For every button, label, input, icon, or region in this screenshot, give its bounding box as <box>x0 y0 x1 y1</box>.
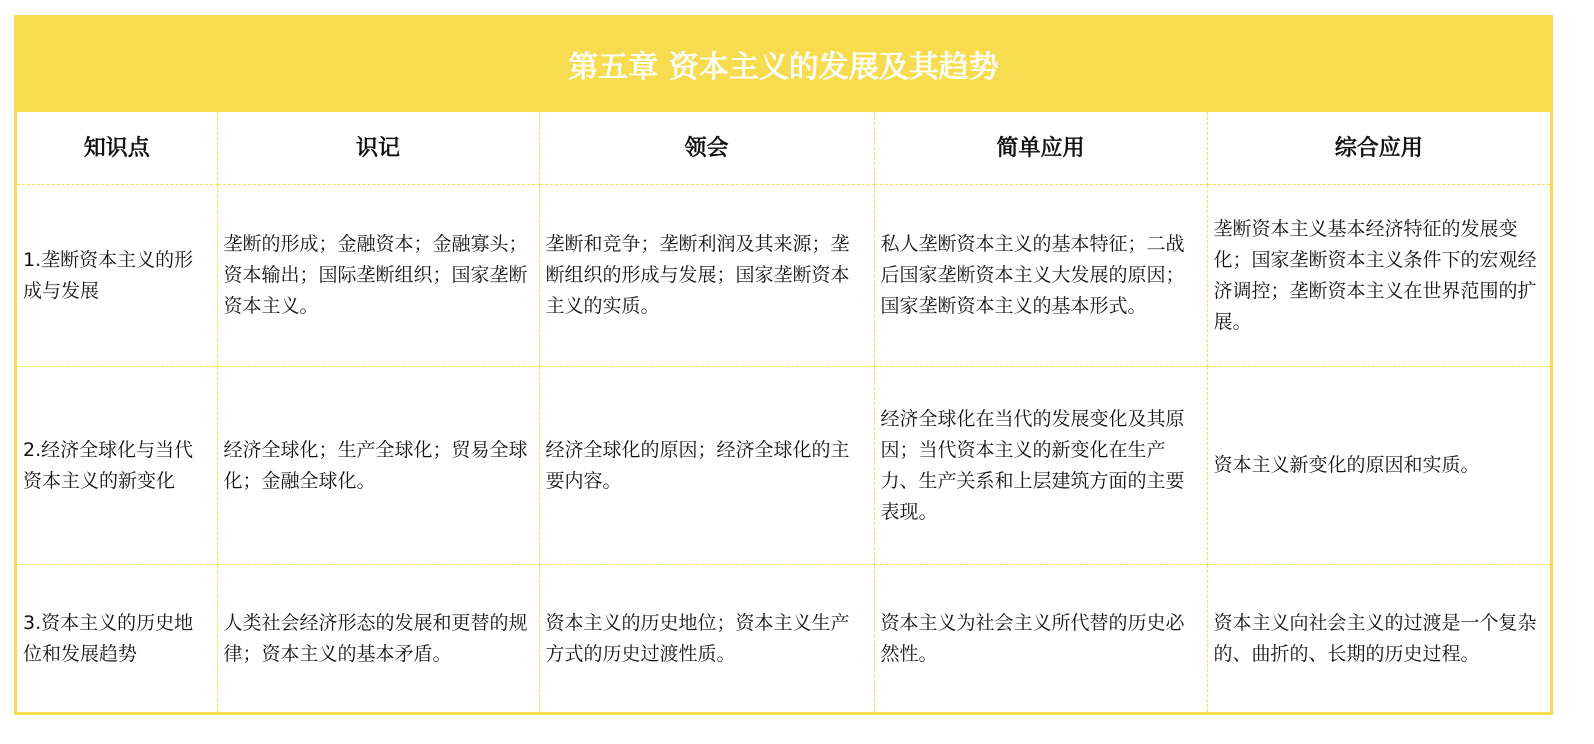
table-cell: 经济全球化；生产全球化；贸易全球化；金融全球化。 <box>217 367 539 565</box>
table-cell: 资本主义的历史地位；资本主义生产方式的历史过渡性质。 <box>539 565 874 713</box>
table-cell: 资本主义新变化的原因和实质。 <box>1207 367 1550 565</box>
table-cell: 1.垄断资本主义的形成与发展 <box>17 185 217 367</box>
table-cell: 垄断的形成；金融资本；金融寡头；资本输出；国际垄断组织；国家垄断资本主义。 <box>217 185 539 367</box>
table-cell: 2.经济全球化与当代资本主义的新变化 <box>17 367 217 565</box>
table-cell: 垄断和竞争；垄断利润及其来源；垄断组织的形成与发展；国家垄断资本主义的实质。 <box>539 185 874 367</box>
table-cell: 垄断资本主义基本经济特征的发展变化；国家垄断资本主义条件下的宏观经济调控；垄断资本主义在世界范围的扩展。 <box>1207 185 1550 367</box>
table-title: 第五章 资本主义的发展及其趋势 <box>17 15 1550 112</box>
column-header: 简单应用 <box>874 112 1207 185</box>
table-cell: 私人垄断资本主义的基本特征；二战后国家垄断资本主义大发展的原因；国家垄断资本主义的基本形式。 <box>874 185 1207 367</box>
column-header: 综合应用 <box>1207 112 1550 185</box>
table-cell: 3.资本主义的历史地位和发展趋势 <box>17 565 217 713</box>
column-header: 领会 <box>539 112 874 185</box>
table-cell: 资本主义向社会主义的过渡是一个复杂的、曲折的、长期的历史过程。 <box>1207 565 1550 713</box>
table-row <box>17 185 1550 367</box>
table-cell: 资本主义为社会主义所代替的历史必然性。 <box>874 565 1207 713</box>
column-header: 识记 <box>217 112 539 185</box>
table-cell: 人类社会经济形态的发展和更替的规律；资本主义的基本矛盾。 <box>217 565 539 713</box>
table-row <box>17 367 1550 565</box>
column-header: 知识点 <box>17 112 217 185</box>
header-row <box>17 112 1550 185</box>
knowledge-table <box>17 112 1550 712</box>
table-row <box>17 565 1550 713</box>
table-cell: 经济全球化在当代的发展变化及其原因；当代资本主义的新变化在生产力、生产关系和上层建筑方面的主要表现。 <box>874 367 1207 565</box>
chapter-table <box>14 15 1553 715</box>
table-cell: 经济全球化的原因；经济全球化的主要内容。 <box>539 367 874 565</box>
